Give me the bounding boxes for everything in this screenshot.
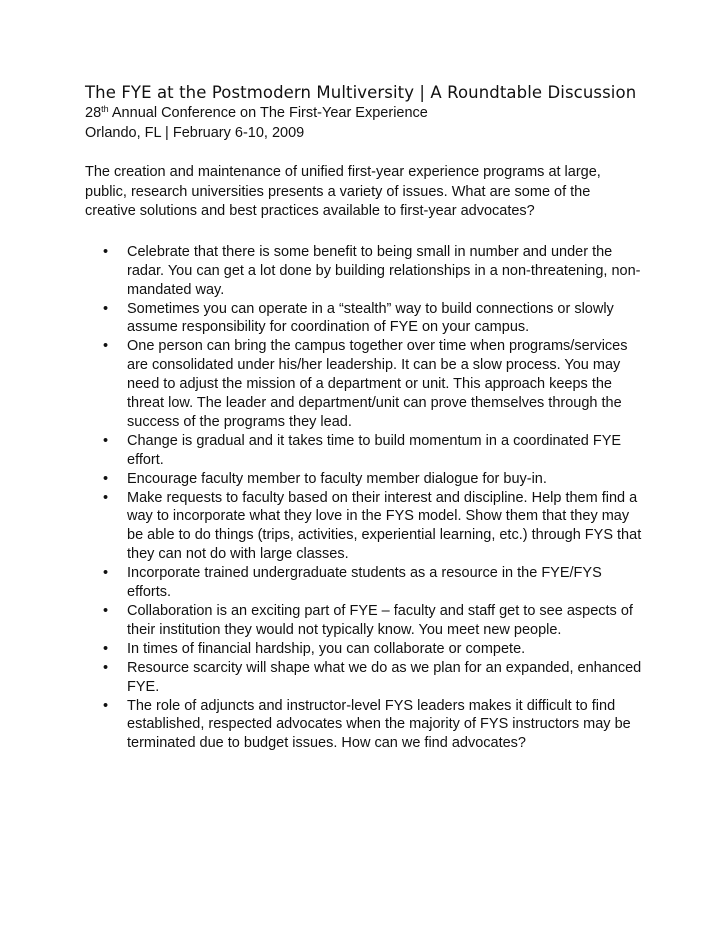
intro-paragraph: The creation and maintenance of unified first-year experience programs at large, public, research universities presents a variety of issues. What are some of the creative solutions and best practices available to first-year advocates? <box>85 164 601 220</box>
list-item-text: Celebrate that there is some benefit to being small in number and under the radar. You can get a lot done by building relationships in a non-threatening, non-mandated way. <box>127 243 641 298</box>
discussion-points-list <box>85 243 645 753</box>
list-item <box>85 300 645 338</box>
bullet-icon: • <box>103 659 109 676</box>
bullet-icon: • <box>103 640 109 657</box>
list-item-text: Encourage faculty member to faculty member dialogue for buy-in. <box>127 470 547 487</box>
bullet-icon: • <box>103 697 109 714</box>
bullet-icon: • <box>103 603 109 619</box>
conference-line <box>85 103 645 123</box>
list-item-text: Change is gradual and it takes time to build momentum in a coordinated FYE effort. <box>127 432 622 468</box>
list-item-text: Resource scarcity will shape what we do as we plan for an expanded, enhanced FYE. <box>127 659 642 695</box>
conference-ordinal-number: 28 <box>85 105 102 121</box>
bullet-icon: • <box>103 565 109 582</box>
list-item-text: Make requests to faculty based on their interest and discipline. Help them find a way to incorporate what they love in the FYS model. Show them that they may be able to do things (trips, activities, experiential learning, etc.) through FYS that they can not do with large classes. <box>127 489 642 563</box>
bullet-icon: • <box>103 489 109 506</box>
list-item <box>85 432 645 470</box>
bullet-icon: • <box>103 300 109 317</box>
list-item-text: Incorporate trained undergraduate students as a resource in the FYE/FYS efforts. <box>127 565 602 601</box>
bullet-icon: • <box>103 432 109 449</box>
conference-name: Annual Conference on The First-Year Experience <box>111 105 428 121</box>
list-item <box>85 697 645 754</box>
list-item <box>85 659 645 697</box>
list-item <box>85 640 645 659</box>
list-item-text: Sometimes you can operate in a “stealth” way to build connections or slowly assume responsibility for coordination of FYE on your campus. <box>127 300 614 336</box>
bullet-icon: • <box>103 470 109 487</box>
location-date: Orlando, FL | February 6-10, 2009 <box>85 125 305 141</box>
list-item <box>85 489 645 565</box>
document-title: The FYE at the Postmodern Multiversity | A Roundtable Discussion <box>85 83 637 102</box>
bullet-icon: • <box>103 338 109 355</box>
conference-ordinal-suffix: th <box>101 104 109 114</box>
list-item-text: The role of adjuncts and instructor-level FYS leaders makes it difficult to find established, respected advocates when the majority of FYS instructors may be terminated due to budget issues. How can we find advocates? <box>127 697 631 752</box>
list-item <box>85 564 645 602</box>
list-item-text: In times of financial hardship, you can collaborate or compete. <box>127 640 526 657</box>
list-item <box>85 470 645 489</box>
list-item <box>85 337 645 432</box>
list-item-text: One person can bring the campus together over time when programs/services are consolidated under his/her leadership. It can be a slow process. You may need to adjust the mission of a department or unit. This approach keeps the threat low. The leader and department/unit can prove themselves through the success of the programs they lead. <box>127 338 628 430</box>
list-item-text: Collaboration is an exciting part of FYE – faculty and staff get to see aspects of their institution they would not typically know. You meet new people. <box>127 603 633 638</box>
list-item <box>85 602 645 640</box>
bullet-icon: • <box>103 243 109 260</box>
list-item <box>85 243 645 300</box>
document-page <box>85 82 645 753</box>
